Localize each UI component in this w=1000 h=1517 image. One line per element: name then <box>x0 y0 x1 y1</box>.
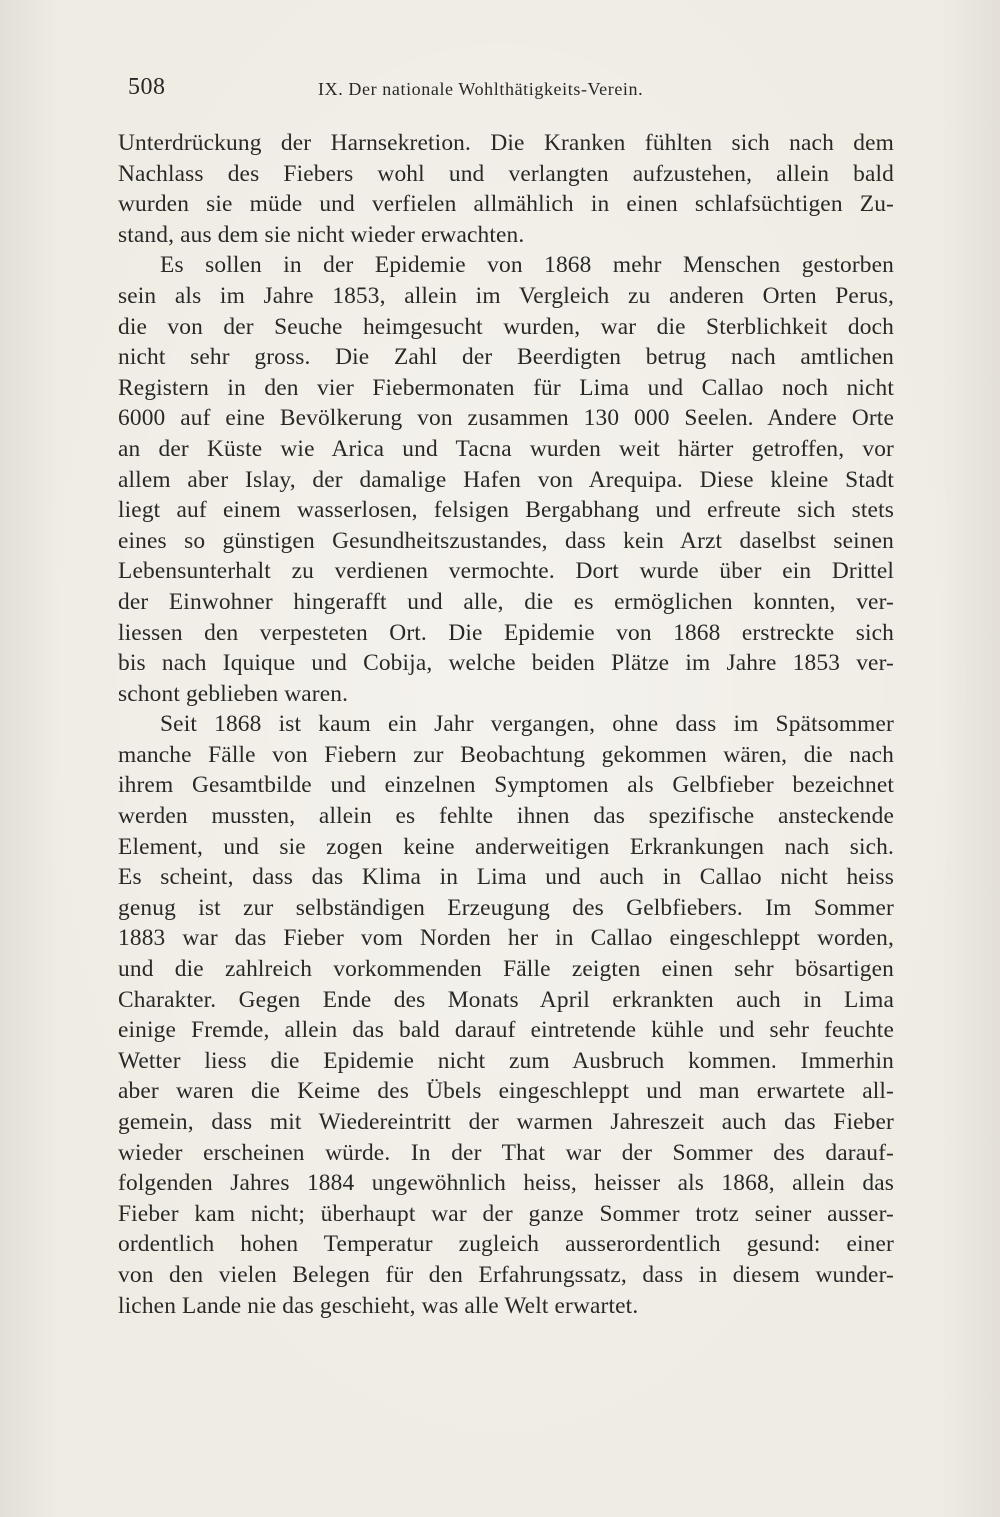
text-line: Fieber kam nicht; überhaupt war der ganze Sommer trotz seiner ausser- <box>118 1200 894 1227</box>
text-line: Es scheint, dass das Klima in Lima und auch in Callao nicht heiss <box>118 864 894 891</box>
text-line: ordentlich hohen Temperatur zugleich ausserordentlich gesund: einer <box>118 1231 894 1258</box>
text-line: 6000 auf eine Bevölkerung von zusammen 130 000 Seelen. Andere Orte <box>118 405 894 432</box>
text-line: und die zahlreich vorkommenden Fälle zeigten einen sehr bösartigen <box>118 956 894 983</box>
page-header <box>128 74 888 110</box>
text-line: liessen den verpesteten Ort. Die Epidemie von 1868 erstreckte sich <box>118 619 894 646</box>
text-line: Charakter. Gegen Ende des Monats April erkrankten auch in Lima <box>118 986 894 1013</box>
text-line: 1883 war das Fieber vom Norden her in Callao eingeschleppt worden, <box>118 925 894 952</box>
body-text <box>118 128 894 1321</box>
text-line: nicht sehr gross. Die Zahl der Beerdigten betrug nach amtlichen <box>118 344 894 371</box>
running-head: IX. Der nationale Wohlthätigkeits-Verein. <box>318 79 644 99</box>
text-line: wurden sie müde und verfielen allmählich in einen schlafsüchtigen Zu- <box>118 191 894 218</box>
text-line: Registern in den vier Fiebermonaten für Lima und Callao noch nicht <box>118 374 894 401</box>
text-line: die von der Seuche heimgesucht wurden, war die Sterblichkeit doch <box>118 313 894 340</box>
text-line: wieder erscheinen würde. In der That war der Sommer des darauf- <box>118 1139 894 1166</box>
text-line: ihrem Gesamtbilde und einzelnen Symptomen als Gelbfieber bezeichnet <box>118 772 894 799</box>
text-line: Lebensunterhalt zu verdienen vermochte. Dort wurde über ein Drittel <box>118 558 894 585</box>
text-line: Nachlass des Fiebers wohl und verlangten aufzustehen, allein bald <box>118 160 894 187</box>
text-line: liegt auf einem wasserlosen, felsigen Bergabhang und erfreute sich stets <box>118 497 894 524</box>
text-line: an der Küste wie Arica und Tacna wurden weit härter getroffen, vor <box>118 435 894 462</box>
page-number: 508 <box>128 74 166 100</box>
text-line: Element, und sie zogen keine anderweitigen Erkrankungen nach sich. <box>118 833 894 860</box>
text-line: der Einwohner hingerafft und alle, die es ermöglichen konnten, ver- <box>118 588 894 615</box>
text-line: allem aber Islay, der damalige Hafen von Arequipa. Diese kleine Stadt <box>118 466 894 493</box>
text-line: schont geblieben waren. <box>118 680 349 707</box>
text-line: sein als im Jahre 1853, allein im Vergleich zu anderen Orten Perus, <box>118 282 894 309</box>
text-line: Unterdrückung der Harnsekretion. Die Kranken fühlten sich nach dem <box>118 130 894 156</box>
text-line: Wetter liess die Epidemie nicht zum Ausbruch kommen. Immerhin <box>118 1047 894 1074</box>
text-line: Es sollen in der Epidemie von 1868 mehr Menschen gestorben <box>160 252 894 279</box>
text-line: Seit 1868 ist kaum ein Jahr vergangen, ohne dass im Spätsommer <box>160 711 894 738</box>
text-line: eines so günstigen Gesundheitszustandes, dass kein Arzt daselbst seinen <box>118 527 894 554</box>
text-line: gemein, dass mit Wiedereintritt der warmen Jahreszeit auch das Fieber <box>118 1109 894 1135</box>
text-line: von den vielen Belegen für den Erfahrungssatz, dass in diesem wunder- <box>118 1261 894 1288</box>
text-line: genug ist zur selbständigen Erzeugung des Gelbfiebers. Im Sommer <box>118 894 894 921</box>
text-line: werden mussten, allein es fehlte ihnen das spezifische ansteckende <box>118 803 894 830</box>
text-line: bis nach Iquique und Cobija, welche beiden Plätze im Jahre 1853 ver- <box>118 650 894 677</box>
text-line: folgenden Jahres 1884 ungewöhnlich heiss, heisser als 1868, allein das <box>118 1170 894 1197</box>
text-line: manche Fälle von Fiebern zur Beobachtung gekommen wären, die nach <box>118 741 894 768</box>
text-line: lichen Lande nie das geschieht, was alle Welt erwartet. <box>118 1292 639 1319</box>
text-line: aber waren die Keime des Übels eingeschleppt und man erwartete all- <box>118 1078 894 1105</box>
text-line: einige Fremde, allein das bald darauf eintretende kühle und sehr feuchte <box>118 1017 894 1044</box>
text-line: stand, aus dem sie nicht wieder erwachten. <box>118 221 525 248</box>
